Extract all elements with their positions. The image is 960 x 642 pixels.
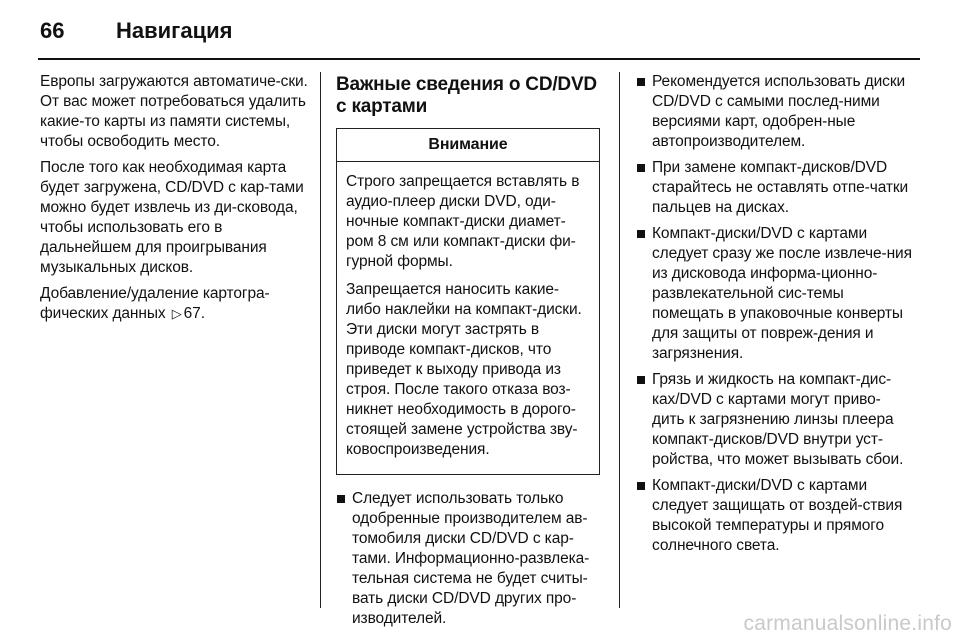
watermark: carmanualsonline.info [743, 612, 952, 635]
list-item [636, 158, 912, 218]
list-item-text: Компакт-диски/DVD с картами следует сразу же после извлече-ния из дисковода информа-ционно-развлекательной сис-темы помещать в упаковочные конверты для защиты от повреж-дения и загрязнения. [652, 225, 912, 362]
paragraph: После того как необходимая карта будет загружена, CD/DVD с кар-тами можно будет извлечь из ди-сковода, чтобы использовать его в дальнейшем для проигрывания музыкальных дисков. [40, 159, 304, 276]
section-title: Важные сведения о CD/DVD с картами [336, 74, 597, 117]
list-item [636, 476, 912, 556]
list-item [636, 370, 912, 470]
column-3 [636, 72, 912, 562]
bullet-square-icon [637, 230, 645, 238]
bullet-square-icon [637, 482, 645, 490]
warning-heading: Внимание [337, 129, 599, 162]
list-item [636, 224, 912, 364]
bullet-square-icon [337, 495, 345, 503]
page-title: Навигация [116, 18, 233, 43]
list-item [336, 489, 604, 629]
cross-reference [40, 284, 308, 324]
bullet-square-icon [637, 78, 645, 86]
bullet-list [336, 489, 604, 629]
cross-reference-text: Добавление/удаление картогра-фических данных [40, 285, 270, 322]
warning-paragraph: Запрещается наносить какие-либо наклейки на компакт-диски. Эти диски могут застрять в приводе компакт-дисков, что приведет к выходу привода из строя. После такого отказа воз-никнет необходимость в дорого-стоящей замене устройства зву-ковоспроизведения. [346, 281, 582, 458]
list-item-text: Грязь и жидкость на компакт-дис-ках/DVD с картами могут приво-дить к загрязнению линзы плеера компакт-дисков/DVD внутри уст-ройства, что может вызывать сбои. [652, 371, 904, 468]
bullet-list [636, 72, 912, 556]
list-item-text: Следует использовать только одобренные производителем ав-томобиля диски CD/DVD с кар-тами. Информационно-развлека-тельная система не будет считы-вать диски CD/DVD других про-изводителей. [352, 490, 590, 627]
paragraph: Европы загружаются автоматиче-ски. От вас может потребоваться удалить какие-то карты из памяти системы, чтобы освободить место. [40, 73, 308, 150]
cross-reference-link[interactable]: 67. [183, 305, 205, 322]
column-1 [40, 72, 308, 330]
list-item-text: Рекомендуется использовать диски CD/DVD с самыми послед-ними версиями карт, одобрен-ные автопроизводителем. [652, 73, 906, 150]
warning-paragraph: Строго запрещается вставлять в аудио-плеер диски DVD, оди-ночные компакт-диски диамет-ром 8 см или компакт-диски фи-гурной формы. [346, 173, 580, 270]
arrow-reference-icon: ▷ [171, 306, 182, 321]
list-item-text: При замене компакт-дисков/DVD старайтесь не оставлять отпе-чатки пальцев на дисках. [652, 159, 909, 216]
list-item-text: Компакт-диски/DVD с картами следует защищать от воздей-ствия высокой температуры и прямого солнечного света. [652, 477, 903, 554]
bullet-square-icon [637, 376, 645, 384]
warning-body [337, 162, 599, 474]
column-divider-1 [320, 72, 321, 608]
page-header [40, 14, 920, 54]
header-divider [38, 58, 920, 60]
page-number: 66 [40, 18, 65, 43]
bullet-square-icon [637, 164, 645, 172]
warning-box [336, 128, 600, 475]
list-item [636, 72, 912, 152]
column-2 [336, 72, 604, 635]
column-divider-2 [619, 72, 620, 608]
